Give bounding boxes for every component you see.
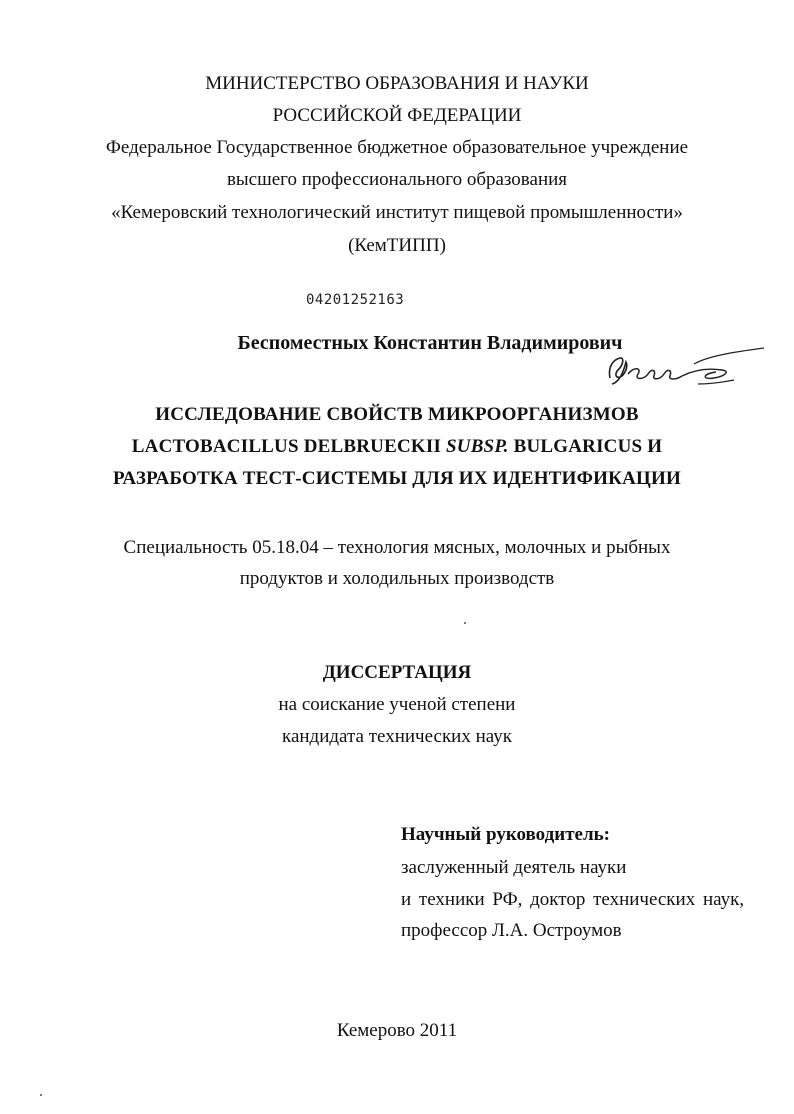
supervisor-heading: Научный руководитель: [401, 824, 610, 845]
institution-abbreviation: (КемТИПП) [348, 235, 446, 256]
supervisor-line-2: и техники РФ, доктор технических наук, [401, 889, 745, 910]
title-line-2-part-1: LACTOBACILLUS DELBRUECKII [131, 436, 446, 457]
title-line-1: ИССЛЕДОВАНИЕ СВОЙСТВ МИКРООРГАНИЗМОВ [155, 404, 639, 425]
author-name: Беспоместных Константин Владимирович [237, 332, 623, 354]
title-line-2 [0, 435, 794, 459]
dissertation-line-1: на соискание ученой степени [278, 694, 516, 715]
institution-line-2: высшего профессионального образования [226, 169, 568, 190]
institution-line-1: Федеральное Государственное бюджетное образовательное учреждение [105, 137, 689, 158]
specialty-line-1: Специальность 05.18.04 – технология мясных, молочных и рыбных [123, 537, 671, 558]
title-line-2-italic: SUBSP. [446, 436, 509, 457]
title-line-2-part-2: BULGARICUS И [508, 436, 663, 457]
dissertation-heading: ДИССЕРТАЦИЯ [322, 662, 472, 683]
ministry-line-1: МИНИСТЕРСТВО ОБРАЗОВАНИЯ И НАУКИ [205, 73, 589, 94]
specialty-line-2: продуктов и холодильных производств [239, 568, 555, 589]
registration-number: 04201252163 [306, 292, 405, 308]
supervisor-line-3: профессор Л.А. Остроумов [401, 920, 622, 941]
title-line-3: РАЗРАБОТКА ТЕСТ-СИСТЕМЫ ДЛЯ ИХ ИДЕНТИФИКАЦИИ [113, 468, 681, 489]
scan-speck [40, 1094, 42, 1096]
city-year: Кемерово 2011 [336, 1020, 458, 1041]
ministry-line-2: РОССИЙСКОЙ ФЕДЕРАЦИИ [272, 105, 522, 126]
handwritten-signature [598, 340, 768, 395]
supervisor-line-1: заслуженный деятель науки [401, 857, 627, 878]
scan-speck [464, 622, 466, 624]
dissertation-line-2: кандидата технических наук [282, 726, 512, 747]
institution-line-3: «Кемеровский технологический институт пищевой промышленности» [111, 202, 683, 223]
